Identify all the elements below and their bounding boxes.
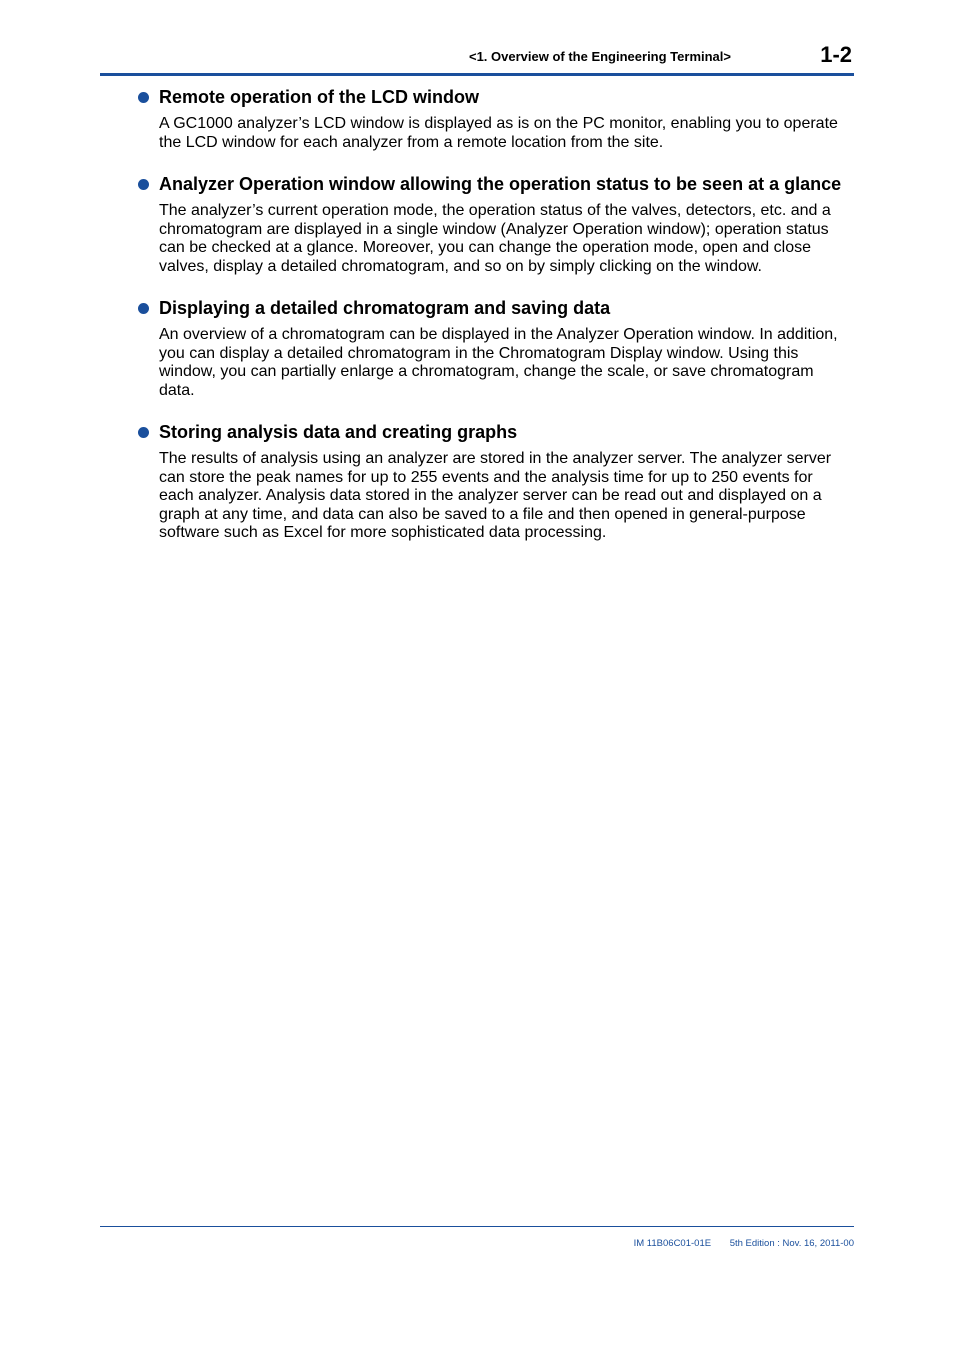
section-analyzer-operation [136,174,848,276]
section-heading-text: Remote operation of the LCD window [159,87,479,107]
section-remote-operation [136,87,848,152]
section-heading [136,87,848,108]
section-heading [136,422,848,443]
section-analysis-data [136,422,848,543]
section-heading-text: Displaying a detailed chromatogram and saving data [159,298,611,318]
header-rule [100,73,854,76]
section-chromatogram [136,298,848,400]
chapter-title: <1. Overview of the Engineering Terminal> [468,49,731,64]
section-body: A GC1000 analyzer’s LCD window is displayed as is on the PC monitor, enabling you to operate the LCD window for each analyzer from a remote location from the site. [159,115,838,151]
section-body: The results of analysis using an analyzer are stored in the analyzer server. The analyzer server can store the peak names for up to 255 events and the analysis time for up to 250 events for each analyzer. Analysis data stored in the analyzer server can be read out and displayed on a graph at any time, and data can also be saved to a file and then opened in general-purpose software such as Excel for more sophisticated data processing. [159,450,832,541]
page-footer [634,1238,854,1249]
document-id: IM 11B06C01-01E [633,1238,712,1249]
section-heading-text: Analyzer Operation window allowing the operation status to be seen at a glance [159,174,842,194]
section-heading [136,174,848,195]
page-header [100,40,854,76]
section-body: The analyzer’s current operation mode, the operation status of the valves, detectors, etc. and a chromatogram are displayed in a single window (Analyzer Operation window); operation status can be checked at a glance. Moreover, you can change the operation mode, open and close valves, display a detailed chromatogram, and so on by simply clicking on the window. [159,202,831,275]
page-number: 1-2 [820,42,852,67]
footer-rule [100,1226,854,1227]
section-heading [136,298,848,319]
bullet-icon [138,92,149,103]
section-heading-text: Storing analysis data and creating graphs [159,422,518,442]
bullet-icon [138,179,149,190]
section-body: An overview of a chromatogram can be displayed in the Analyzer Operation window. In addition, you can display a detailed chromatogram in the Chromatogram Display window. Using this window, you can partially enlarge a chromatogram, change the scale, or save chromatogram data. [159,326,838,399]
bullet-icon [138,303,149,314]
edition-info: 5th Edition : Nov. 16, 2011-00 [729,1238,854,1249]
page-content [136,87,848,565]
bullet-icon [138,427,149,438]
